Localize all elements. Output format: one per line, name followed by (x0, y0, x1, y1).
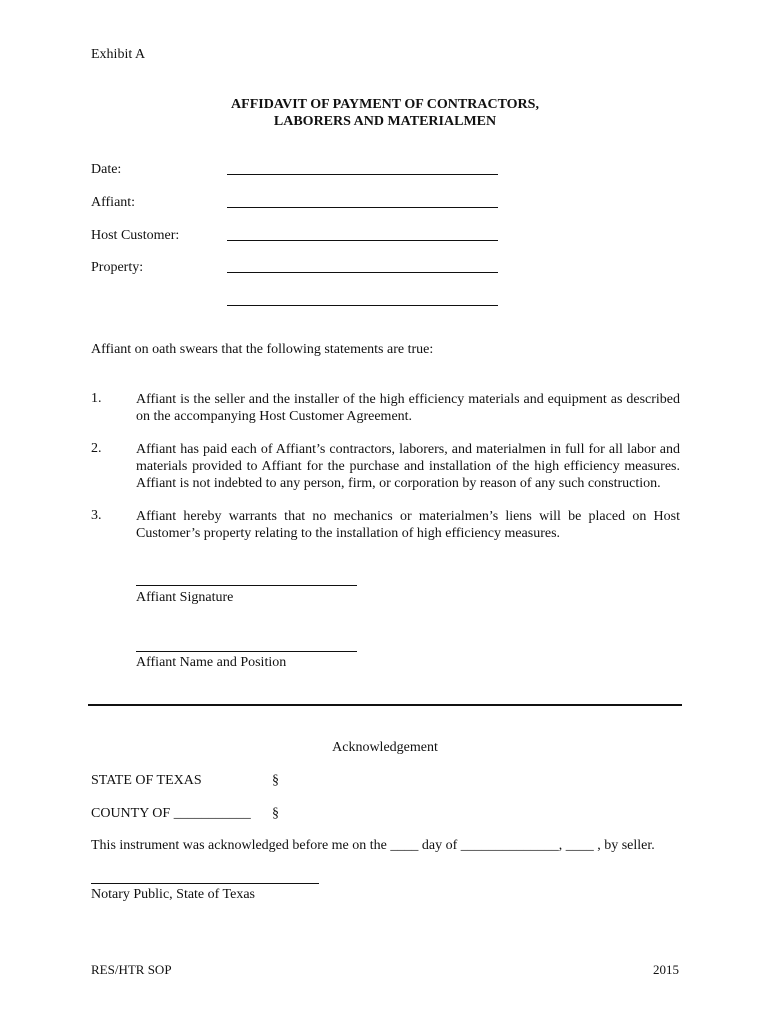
acknowledgement-heading: Acknowledgement (332, 740, 438, 755)
date-field[interactable] (227, 174, 498, 175)
footer-left: RES/HTR SOP (91, 962, 172, 977)
statement-text-1: Affiant is the seller and the installer of the high efficiency materials and equipment as described on the accompanying Host Customer Agreement. (136, 392, 680, 424)
host-customer-field[interactable] (227, 240, 498, 241)
statement-text-3: Affiant hereby warrants that no mechanics or materialmen’s liens will be placed on Host Customer’s property relating to the installation of high efficiency measures. (136, 509, 680, 541)
exhibit-label: Exhibit A (91, 47, 146, 62)
statement-number-3: 3. (91, 508, 102, 523)
section-divider (88, 704, 682, 706)
footer-right: 2015 (653, 962, 679, 977)
state-label: STATE OF TEXAS (91, 773, 202, 788)
notary-label: Notary Public, State of Texas (91, 887, 256, 902)
statement-number-2: 2. (91, 441, 102, 456)
document-title-line-1: AFFIDAVIT OF PAYMENT OF CONTRACTORS, (231, 97, 539, 112)
intro-statement: Affiant on oath swears that the following statements are true: (91, 342, 434, 357)
property-field-line-2[interactable] (227, 305, 498, 306)
date-label: Date: (91, 162, 122, 177)
affiant-name-position-label: Affiant Name and Position (136, 655, 287, 670)
affiant-label: Affiant: (91, 195, 136, 210)
affiant-signature-line[interactable] (136, 585, 357, 586)
affiant-field[interactable] (227, 207, 498, 208)
document-title-line-2: LABORERS AND MATERIALMEN (273, 114, 497, 129)
statement-text-2: Affiant has paid each of Affiant’s contractors, laborers, and materialmen in full for all labor and materials provided to Affiant for the purchase and installation of the high efficiency measures. Affiant is not indebted to any person, firm, or corporation by reason of any such construction. (136, 442, 680, 491)
county-section-symbol: § (272, 806, 279, 821)
property-field-line-1[interactable] (227, 272, 498, 273)
notary-signature-line[interactable] (91, 883, 319, 884)
affiant-name-position-line[interactable] (136, 651, 357, 652)
affiant-signature-label: Affiant Signature (136, 590, 234, 605)
property-label: Property: (91, 260, 144, 275)
state-section-symbol: § (272, 773, 279, 788)
host-customer-label: Host Customer: (91, 228, 180, 243)
county-label: COUNTY OF ___________ (91, 806, 251, 821)
acknowledgement-statement: This instrument was acknowledged before me on the ____ day of ______________, ____ , by seller. (91, 838, 655, 853)
statement-number-1: 1. (91, 391, 102, 406)
